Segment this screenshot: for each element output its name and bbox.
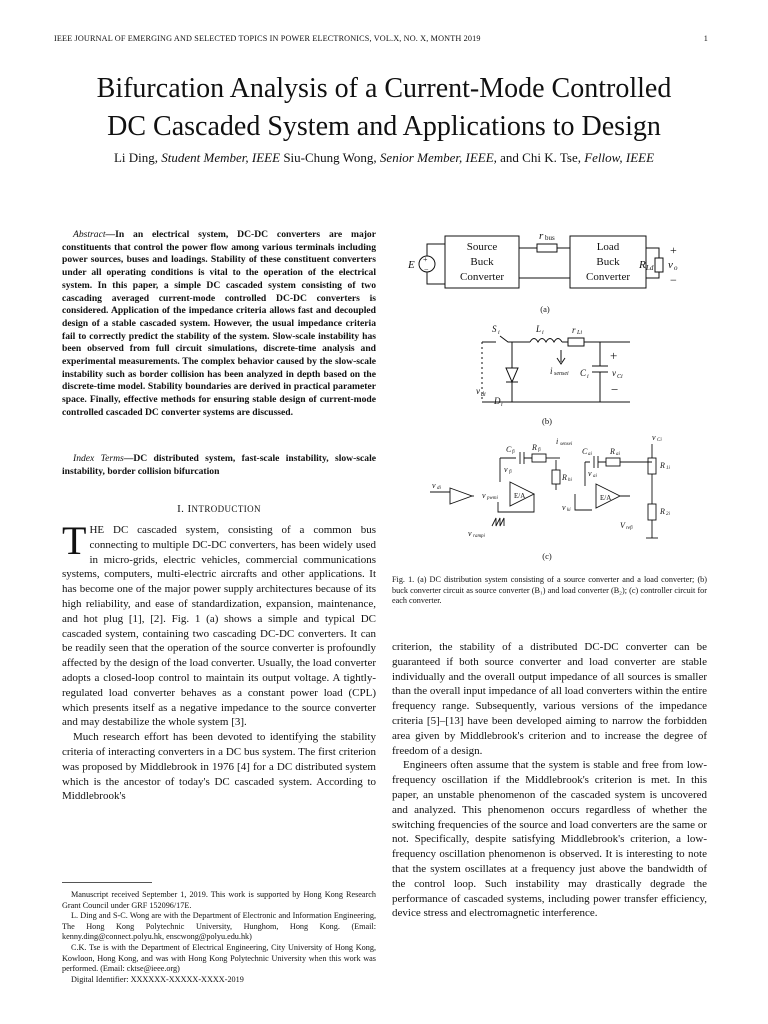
isensei-sub: sensei xyxy=(554,371,569,377)
drop-cap: T xyxy=(62,518,87,563)
c-isensei-label: i xyxy=(556,437,559,446)
figure-1a-label: (a) xyxy=(540,304,550,314)
abstract-label: Abstract xyxy=(73,229,106,240)
inductor-li-icon xyxy=(530,339,562,343)
section-title-initial: I xyxy=(187,503,192,515)
vci-plus: + xyxy=(610,348,618,363)
c-r2i-sub: 2i xyxy=(666,512,670,517)
li-label: L xyxy=(536,324,542,334)
si-sub: i xyxy=(498,330,500,336)
isensei-label: i xyxy=(550,366,553,376)
section-number: I. xyxy=(177,503,185,515)
c-vpwmi-sub: pwmi xyxy=(487,496,498,501)
section-heading-introduction xyxy=(62,503,376,515)
figure-1b-label: (b) xyxy=(542,416,552,426)
source-label-3: Converter xyxy=(460,271,504,283)
c-vpwmi-label: v xyxy=(482,491,486,500)
c-cfi-sub: fi xyxy=(512,450,515,455)
c-vrampi-sub: rampi xyxy=(473,534,485,539)
figure-1a-block-diagram xyxy=(405,226,695,304)
c-vki-sub: ki xyxy=(567,508,571,513)
resistor-rfi-icon xyxy=(532,454,546,462)
journal-name: IEEE JOURNAL OF EMERGING AND SELECTED TOPICS IN POWER ELECTRONICS, VOL.X, NO. X, MONTH 2019 xyxy=(54,34,481,43)
c-cfi-label: C xyxy=(506,445,512,454)
index-terms-text: —DC distributed system, fast-scale instability, slow-scale instability, border collision bifurcation xyxy=(62,453,377,477)
e-label: E xyxy=(408,259,415,271)
c-ea-2-label: E/A xyxy=(600,494,612,502)
footnote-rule xyxy=(62,882,152,883)
di-label: D xyxy=(494,396,501,406)
figure-1-caption: Fig. 1. (a) DC distribution system consisting of a source converter and a load converter; (b) buck converter circuit as source converter (B₁) and load converter (B₂); (c) controller circuit for each converter. xyxy=(392,575,707,606)
right-column-body xyxy=(392,640,707,921)
vo-label: v xyxy=(668,259,673,271)
c-rhi-label: R xyxy=(562,473,567,482)
abstract-text: —In an electrical system, DC-DC converters are major constituents that control the power flow among various terminals including power sources, buses and loadings. Stability of these constituent converters under all operating conditions is vital to the operation of the electrical system. In this paper, a simple DC cascaded system consisting of two cascading averaged current-mode controlled DC-DC converters is considered. Application of the impedance criteria allows fast and decoupled design of a stable cascaded system. However, the usual impedance criteria fail to correctly predict the stability of the system. Slow-scale instability has been observed from full circuit simulations, discrete-time analysis and experimental measurements. The complex behavior caused by the slow-scale instability such as border collision has been analyzed in depth based on the discrete-time model. Stability boundaries are derived in practical parameter space. Finally, effective methods for ensuring stable design of current-mode controlled cascaded DC converter systems are discussed. xyxy=(62,229,376,418)
index-terms xyxy=(62,453,376,478)
rbus-resistor-icon xyxy=(537,244,557,252)
c-vrefi-label: V xyxy=(620,521,625,530)
e-minus: − xyxy=(424,265,429,274)
ci-label: C xyxy=(580,368,587,378)
ramp-icon xyxy=(492,518,504,526)
c-vdi-sub: di xyxy=(437,486,441,491)
si-label: S xyxy=(492,324,497,334)
c-rhi-sub: hi xyxy=(568,478,572,483)
vo-plus: + xyxy=(670,243,677,257)
load-label-1: Load xyxy=(596,241,620,253)
c-ea-1-label: E/A xyxy=(514,492,526,500)
figure-1b-buck-circuit xyxy=(470,320,640,415)
figure-1c-label: (c) xyxy=(542,551,552,561)
resistor-r1i-icon xyxy=(648,458,656,474)
load-resistor-icon xyxy=(655,258,663,272)
c-vfi-label: v xyxy=(504,465,508,474)
abstract xyxy=(62,229,376,420)
diode-di-icon xyxy=(506,368,518,382)
rbus-label: r xyxy=(539,230,544,242)
vdi-sub: di xyxy=(481,392,486,398)
c-vai-sub: ai xyxy=(593,474,597,479)
footnote-4: Digital Identifier: XXXXXX-XXXXX-XXXX-2019 xyxy=(71,974,244,984)
author-list xyxy=(40,150,728,166)
resistor-rli-icon xyxy=(568,338,584,346)
c-r1i-sub: 1i xyxy=(666,466,670,471)
intro-paragraph-1-text: HE DC cascaded system, consisting of a common bus connecting to multiple DC-DC converters, has been widely used in micro-grids, electric vehicles, commercial communications systems, computers, multi-electric aircrafts and other applications. It has become one of the major power supply architectures because of its high reliability, and ease of standardization, expansion, maintenance, and hot plug [1], [2]. Fig. 1 (a) shows a simple and typical DC cascaded system, containing two cascading DC-DC converters. It can be readily seen that the operation of the source converter is profoundly affected by the design of the load converter. Usually, the load converter adopts a closed-loop control to maintain its output voltage. A tightly-regulated load converter behaves as a constant power load (CPL) which presents itself as a negative impedance to the source converter and may destabilize the whole system [3]. xyxy=(62,524,376,729)
c-rfi-sub: fi xyxy=(538,448,541,453)
c-rai-label: R xyxy=(610,447,615,456)
resistor-rai-icon xyxy=(606,458,620,466)
load-label-3: Converter xyxy=(586,271,630,283)
right-paragraph-2: Engineers often assume that the system is stable and free from low-frequency oscillation if the Middlebrook's criterion is met. In this paper, an unstable phenomenon of the cascaded system is uncovered and analyzed. This phenomenon occurs regardless of whether the switching frequencies of the source and load converters are the same or not. Specifically, despite satisfying Middlebrook's criterion, a low-frequency oscillation phenomenon is observed. It is interesting to note that the system oscillates at a frequency just above the bandwidth of the control loop. Such instability may drastically degrade the performance of cascaded systems, including power transfer efficiency, device stress and electromagnetic interference. xyxy=(392,759,707,920)
intro-paragraph-1 xyxy=(62,518,376,730)
ci-sub: i xyxy=(587,374,589,380)
source-label-2: Buck xyxy=(470,256,494,268)
c-r2i-label: R xyxy=(660,507,665,516)
footnotes xyxy=(62,890,376,985)
comparator-icon xyxy=(450,488,472,504)
vo-sub: o xyxy=(674,264,678,272)
vo-minus: − xyxy=(670,273,677,287)
author-2-name: Siu-Chung Wong, xyxy=(283,150,377,165)
vci-minus: − xyxy=(611,382,619,397)
c-r1i-label: R xyxy=(660,461,665,470)
c-rai-sub: ai xyxy=(616,452,620,457)
footnote-3: C.K. Tse is with the Department of Electrical Engineering, City University of Hong Kong, Kowloon, Hong Kong, and was with Hong Kong Polytechnic University when this work was performed. (Email: cktse@ieee.org) xyxy=(62,942,376,974)
section-title-rest: NTRODUCTION xyxy=(191,504,261,514)
paper-title xyxy=(40,70,728,146)
title-line-1: Bifurcation Analysis of a Current-Mode Controlled xyxy=(96,73,672,104)
c-vrampi-label: v xyxy=(468,529,472,538)
c-rfi-label: R xyxy=(532,443,537,452)
intro-paragraph-2: Much research effort has been devoted to identifying the stability criteria of interacting converters in a DC bus system. The first criterion was proposed by Middlebrook in 1976 [4] for a DC distributed system which is the ancestor of today's DC cascaded system. According to Middlebrook's xyxy=(62,731,376,803)
di-sub: i xyxy=(501,402,503,408)
resistor-r2i-icon xyxy=(648,504,656,520)
load-label-2: Buck xyxy=(596,256,620,268)
switch-si-icon xyxy=(482,336,530,342)
c-vci-label: v xyxy=(652,433,656,442)
e-plus: + xyxy=(423,255,428,264)
vci-label: v xyxy=(612,368,616,378)
footnote-2: L. Ding and S-C. Wong are with the Department of Electronic and Information Engineering, The Hong Kong Polytechnic University, Hunghom, Hong Kong. (Email: kenny.ding@connect.polyu.hk, enscwong@polyu.edu.hk) xyxy=(62,911,376,942)
c-vdi-label: v xyxy=(432,481,436,490)
c-vci-sub: Ci xyxy=(657,438,662,443)
author-1-name: Li Ding, xyxy=(113,150,159,165)
c-vki-label: v xyxy=(562,503,566,512)
author-3-role: Fellow, IEEE xyxy=(584,150,655,165)
rbus-sub: bus xyxy=(545,234,555,242)
right-paragraph-1: criterion, the stability of a distributed DC-DC converter can be guaranteed if both source converter and load converter are stable individually and the overall output impedance of all sources is smaller than the overall input impedance of all load converters within the entire frequency range. Subsequently, various versions of the impedance criteria [5]–[13] have been developed aiming to narrow the forbidden area given by Middlebrook's criterion and to increase the degree of freedom of a design. xyxy=(392,641,707,757)
resistor-rhi-icon xyxy=(552,470,560,484)
index-terms-label: Index Terms xyxy=(73,453,124,464)
title-line-2: DC Cascaded System and Applications to Design xyxy=(107,111,661,142)
rl-sub: Ld xyxy=(646,264,654,272)
source-label-1: Source xyxy=(466,241,498,253)
vci-sub: Ci xyxy=(617,374,623,380)
rl-label: R xyxy=(639,259,646,271)
c-cai-label: C xyxy=(582,447,588,456)
c-vrefi-sub: refi xyxy=(626,526,633,531)
c-vfi-sub: fi xyxy=(509,470,512,475)
author-1-role: Student Member, IEEE xyxy=(161,150,281,165)
c-isensei-sub: sensei xyxy=(560,442,573,447)
author-3-name: and Chi K. Tse, xyxy=(500,150,581,165)
author-2-role: Senior Member, IEEE, xyxy=(379,150,497,165)
c-cai-sub: ai xyxy=(588,452,592,457)
rli-sub: Li xyxy=(577,330,583,336)
page-number: 1 xyxy=(703,34,708,43)
footnote-1: Manuscript received September 1, 2019. This work is supported by Hong Kong Research Grant Council under GRF 152096/17E. xyxy=(62,890,376,910)
rli-label: r xyxy=(572,325,576,335)
introduction-body xyxy=(62,518,376,804)
figure-1c-controller-circuit xyxy=(430,430,680,550)
li-sub: i xyxy=(542,330,544,336)
vdi-label: v xyxy=(476,386,480,396)
running-header xyxy=(54,34,708,43)
current-arrow-icon xyxy=(557,350,565,364)
c-vai-label: v xyxy=(588,469,592,478)
